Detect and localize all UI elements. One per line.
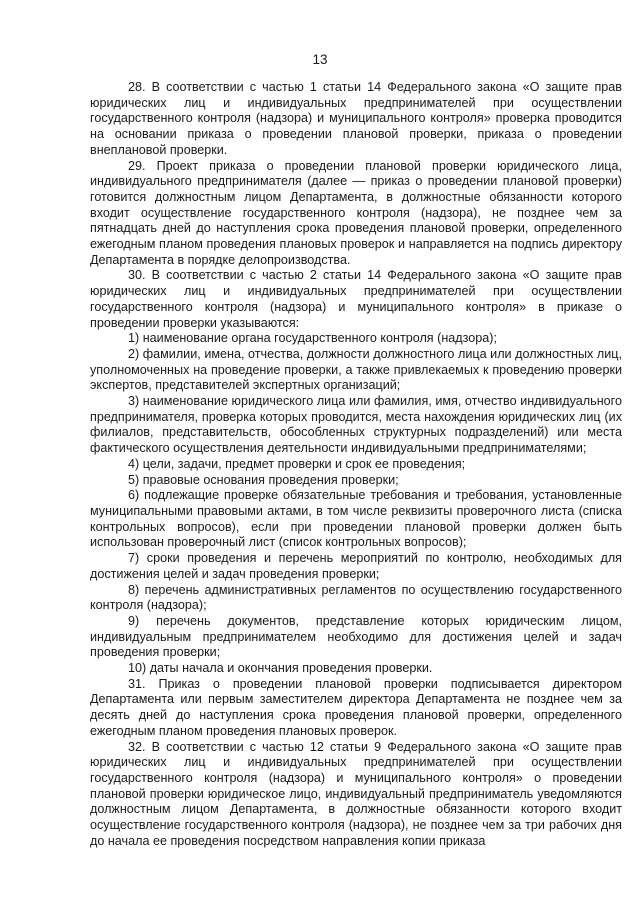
paragraph-28: 28. В соответствии с частью 1 статьи 14 Федерального закона «О защите прав юридических лиц и индивидуальных предпринимателей при осуществлении государственного контроля (надзора) и муниципального контроля» проверка проводится на основании приказа о проведении плановой проверки, приказа о проведении внеплановой проверки. — [90, 80, 622, 157]
list-item-6: 6) подлежащие проверке обязательные требования и требования, установленные муниципальными правовыми актами, в том числе реквизиты проверочного листа (списка контрольных вопросов), если при проведении плановой проверки должен быть использован проверочный лист (список контрольных вопросов); — [90, 488, 622, 550]
paragraph-30: 30. В соответствии с частью 2 статьи 14 Федерального закона «О защите прав юридических лиц и индивидуальных предпринимателей при осуществлении государственного контроля (надзора) и муниципального контроля» в приказе о проведении проверки указываются: — [90, 268, 622, 330]
document-body — [90, 80, 622, 849]
list-item-10: 10) даты начала и окончания проведения проверки. — [128, 661, 433, 676]
paragraph-32: 32. В соответствии с частью 12 статьи 9 Федерального закона «О защите прав юридических лиц и индивидуальных предпринимателей при осуществлении государственного контроля (надзора) и муниципального контроля» о проведении плановой проверки юридическое лицо, индивидуальный предприниматель уведомляются должностным лицом Департамента, в должностные обязанности которого входит осуществление государственного контроля (надзора), не позднее чем за три рабочих дня до начала ее проведения посредством направления копии приказа — [90, 739, 622, 848]
list-item-7: 7) сроки проведения и перечень мероприятий по контролю, необходимых для достижения целей и задач проведения проверки; — [90, 551, 622, 581]
list-item-4: 4) цели, задачи, предмет проверки и срок ее проведения; — [128, 456, 466, 471]
list-item-9: 9) перечень документов, представление которых юридическим лицом, индивидуальным предпринимателем необходимо для достижения целей и задач проведения проверки; — [90, 613, 622, 660]
list-item-1: 1) наименование органа государственного контроля (надзора); — [128, 331, 497, 346]
page-number: 13 — [312, 52, 328, 67]
paragraph-29: 29. Проект приказа о проведении плановой проверки юридического лица, индивидуального предпринимателя (далее — приказ о проведении плановой проверки) готовится должностным лицом Департамента, в должностные обязанности которого входит осуществление государственного контроля (надзора), не позднее чем за пятнадцать дней до наступления срока проведения плановой проверки, определенного ежегодным планом проведения плановых проверок и направляется на подпись директору Департамента в порядке делопроизводства. — [90, 158, 622, 267]
list-item-5: 5) правовые основания проведения проверки; — [128, 472, 399, 487]
list-item-8: 8) перечень административных регламентов по осуществлению государственного контроля (надзора); — [90, 582, 622, 613]
list-item-3: 3) наименование юридического лица или фамилия, имя, отчество индивидуального предпринимателя, проверка которых проводится, места нахождения юридических лиц (их филиалов, представительств, обособленных структурных подразделений) или места фактического осуществления деятельности индивидуальными предпринимателями; — [90, 394, 622, 456]
list-item-2: 2) фамилии, имена, отчества, должности должностного лица или должностных лиц, уполномоченных на проведение проверки, а также привлекаемых к проведению проверки экспертов, представителей экспертных организаций; — [90, 346, 622, 393]
paragraph-31: 31. Приказ о проведении плановой проверки подписывается директором Департамента или первым заместителем директора Департамента не позднее чем за десять дней до наступления срока проведения плановой проверки, определенного ежегодным планом проведения плановых проверок. — [90, 676, 622, 738]
